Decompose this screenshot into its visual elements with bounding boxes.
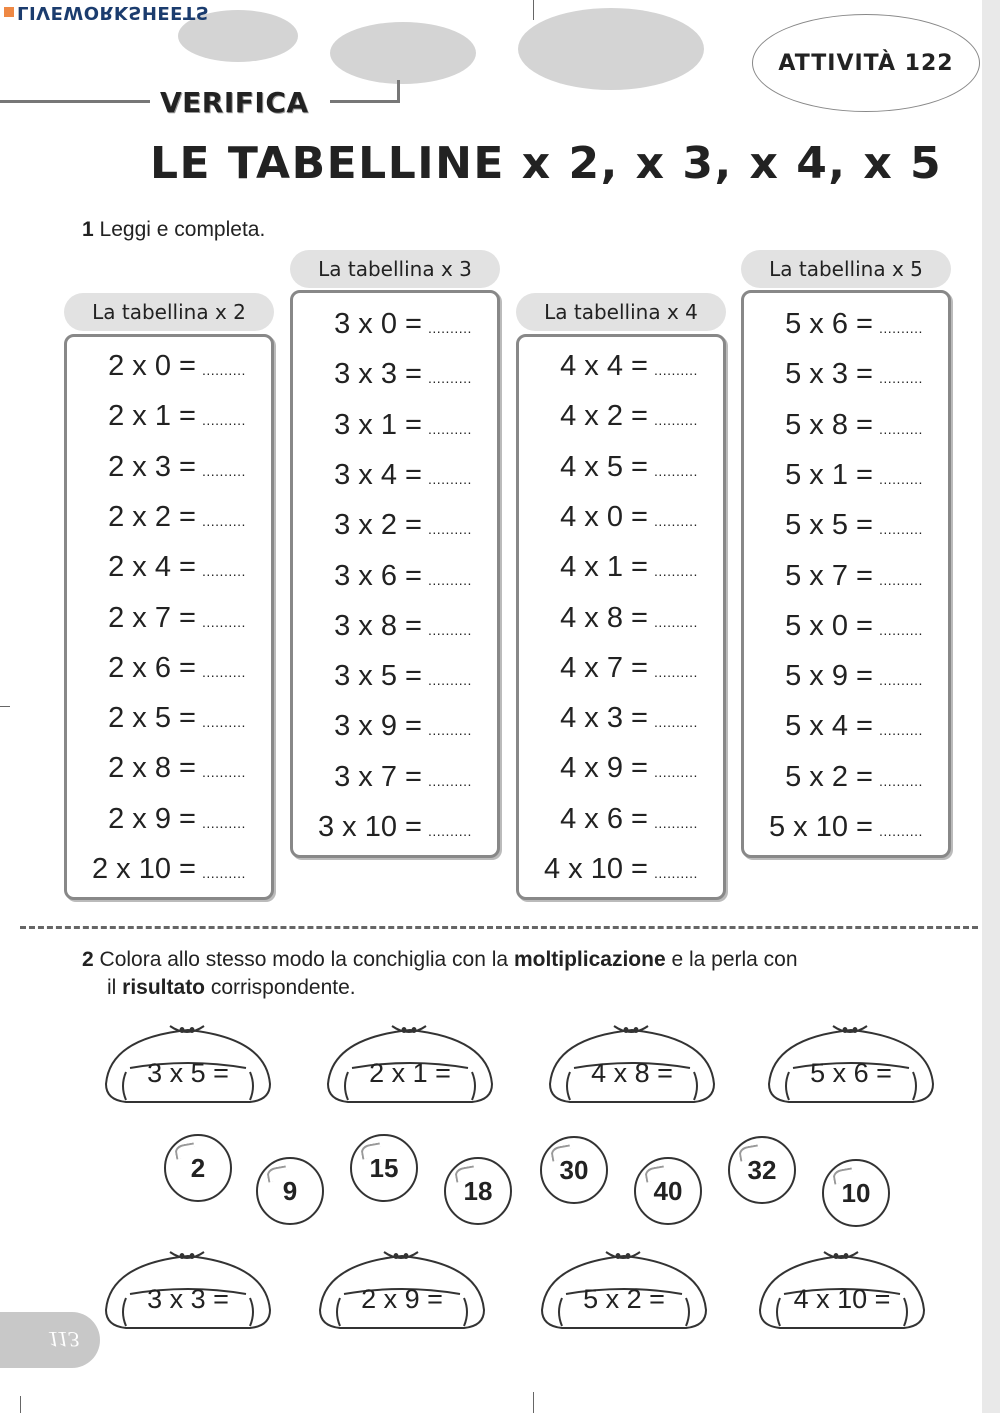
table-row [526,803,698,836]
shell[interactable] [754,1242,930,1338]
table-row [526,853,698,886]
multiplication-expression: 2 x 3 = [108,450,196,483]
answer-blank[interactable]: .......... [202,663,246,680]
table-row [300,660,472,693]
table-row [526,551,698,584]
multiplication-expression: 4 x 6 = [560,802,648,835]
pearl[interactable]: 30 [540,1136,608,1204]
table-title: La tabellina x 3 [290,250,500,288]
answer-blank[interactable]: .......... [202,462,246,479]
shell[interactable] [314,1242,490,1338]
shell[interactable] [544,1016,720,1112]
table-row [526,451,698,484]
multiplication-expression: 3 x 0 = [334,308,422,340]
multiplication-expression: 5 x 8 = [785,408,873,441]
table-row [300,308,472,341]
answer-blank[interactable]: .......... [654,563,698,580]
table-title: La tabellina x 2 [64,293,274,331]
exercise-2-instruction [82,946,922,1002]
answer-blank[interactable]: .......... [428,571,472,588]
answer-blank[interactable]: .......... [879,521,923,538]
shell[interactable] [100,1242,276,1338]
answer-blank[interactable]: .......... [879,722,923,739]
multiplication-expression: 2 x 4 = [108,551,196,584]
shell-label: 2 x 1 = [369,1058,451,1088]
pearl[interactable]: 32 [728,1136,796,1204]
divider [0,100,150,103]
table-row [74,501,246,534]
table-row [300,509,472,542]
page-number: 113 [48,1327,80,1352]
shell-label: 4 x 8 = [591,1058,673,1088]
answer-blank[interactable]: .......... [654,412,698,429]
answer-blank[interactable]: .......... [428,722,472,739]
table-row [751,761,923,794]
table-row [751,710,923,743]
multiplication-expression: 4 x 4 = [560,350,648,382]
answer-blank[interactable]: .......... [428,521,472,538]
page-number-tab [0,1312,100,1368]
table-row [300,358,472,391]
table-row [526,501,698,534]
table-row [74,400,246,433]
multiplication-expression: 3 x 3 = [334,358,422,391]
multiplication-expression: 5 x 6 = [785,308,873,340]
table-row [526,702,698,735]
shell-label: 3 x 5 = [147,1058,229,1088]
multiplication-expression: 2 x 0 = [108,350,196,382]
pearl[interactable]: 15 [350,1134,418,1202]
crop-mark [20,1396,21,1413]
table-row [751,610,923,643]
table-row [526,602,698,635]
answer-blank[interactable]: .......... [654,462,698,479]
multiplication-expression: 4 x 9 = [560,752,648,785]
table-row [74,350,246,383]
table-row [300,560,472,593]
multiplication-expression: 2 x 10 = [92,853,196,885]
instruction-text: Leggi e completa. [99,218,266,241]
logo-text: LIVEWORKSHEETS [17,2,210,23]
table-row [74,602,246,635]
multiplication-expression: 3 x 9 = [334,710,422,743]
multiplication-expression: 3 x 2 = [334,509,422,542]
table-row [751,459,923,492]
logo-icon [4,7,14,17]
answer-blank[interactable]: .......... [654,814,698,831]
answer-blank[interactable]: .......... [879,672,923,689]
answer-blank[interactable]: .......... [879,621,923,638]
answer-blank[interactable]: .......... [202,412,246,429]
exercise-number: 2 [82,948,94,971]
shell-label: 3 x 3 = [147,1284,229,1314]
answer-blank[interactable]: .......... [654,613,698,630]
multiplication-expression: 5 x 4 = [785,710,873,743]
shell[interactable] [763,1016,939,1112]
table-row [300,710,472,743]
multiplication-expression: 3 x 6 = [334,559,422,592]
table-row [526,752,698,785]
table-row [300,761,472,794]
answer-blank[interactable]: .......... [654,512,698,529]
table-title: La tabellina x 4 [516,293,726,331]
table-row [74,752,246,785]
multiplication-expression: 3 x 4 = [334,458,422,491]
multiplication-expression: 2 x 2 = [108,500,196,533]
table-row [751,409,923,442]
multiplication-expression: 2 x 6 = [108,651,196,684]
answer-blank[interactable]: .......... [428,370,472,387]
answer-blank[interactable]: .......... [654,764,698,781]
section-label: VERIFICA [160,86,309,119]
multiplication-expression: 4 x 0 = [560,500,648,533]
table-row [74,551,246,584]
page-title: LE TABELLINE x 2, x 3, x 4, x 5 [150,138,943,189]
crop-mark [533,1392,534,1413]
answer-blank[interactable]: .......... [202,814,246,831]
decor-blob [518,8,704,90]
answer-blank[interactable]: .......... [879,420,923,437]
multiplication-expression: 4 x 8 = [560,601,648,634]
page-edge [982,0,1000,1413]
shell-label: 5 x 2 = [583,1284,665,1314]
divider [330,100,400,103]
multiplication-expression: 2 x 8 = [108,752,196,785]
answer-blank[interactable]: .......... [202,563,246,580]
multiplication-expression: 5 x 0 = [785,609,873,642]
answer-blank[interactable]: .......... [428,470,472,487]
answer-blank[interactable]: .......... [654,865,698,881]
divider [397,80,400,103]
instruction-text: Colora allo stesso modo la conchiglia con la [99,948,514,971]
table-row [300,610,472,643]
pearl[interactable]: 2 [164,1134,232,1202]
section-divider [20,926,978,929]
decor-blob [330,22,476,84]
table-row [751,660,923,693]
pearl[interactable]: 10 [822,1159,890,1227]
answer-blank[interactable]: .......... [202,362,246,378]
answer-blank[interactable]: .......... [202,764,246,781]
pearl[interactable]: 18 [444,1157,512,1225]
table-row [526,652,698,685]
table-row [300,811,472,844]
answer-blank[interactable]: .......... [879,823,923,839]
exercise-number: 1 [82,218,94,241]
answer-blank[interactable]: .......... [202,714,246,731]
multiplication-expression: 2 x 9 = [108,802,196,835]
table-row [526,350,698,383]
instruction-text: e la perla con [665,948,798,971]
multiplication-expression: 4 x 2 = [560,400,648,433]
instruction-bold: moltiplicazione [513,948,666,971]
answer-blank[interactable]: .......... [879,370,923,387]
multiplication-expression: 5 x 7 = [785,559,873,592]
logo [4,2,209,23]
instruction-text: corrispondente. [205,976,356,999]
crop-mark [533,0,534,20]
table-row [751,308,923,341]
multiplication-expression: 3 x 7 = [334,760,422,793]
answer-blank[interactable]: .......... [428,420,472,437]
shell[interactable] [100,1016,276,1112]
table-row [751,358,923,391]
answer-blank[interactable]: .......... [654,714,698,731]
table-row [526,400,698,433]
multiplication-expression: 5 x 9 = [785,660,873,693]
table-row [74,853,246,886]
answer-blank[interactable]: .......... [202,613,246,630]
answer-blank[interactable]: .......... [202,512,246,529]
instruction-text: il [107,976,123,999]
shell[interactable] [536,1242,712,1338]
exercise-1-instruction [82,218,265,242]
table-title: La tabellina x 5 [741,250,951,288]
multiplication-expression: 4 x 3 = [560,702,648,735]
pearl[interactable]: 40 [634,1157,702,1225]
multiplication-expression: 4 x 1 = [560,551,648,584]
table-row [751,811,923,844]
answer-blank[interactable]: .......... [879,320,923,336]
multiplication-expression: 5 x 5 = [785,509,873,542]
multiplication-expression: 3 x 10 = [318,811,422,843]
activity-badge: ATTIVITÀ 122 [752,14,980,112]
multiplication-expression: 5 x 3 = [785,358,873,391]
shell-label: 2 x 9 = [361,1284,443,1314]
multiplication-expression: 5 x 2 = [785,760,873,793]
multiplication-expression: 3 x 8 = [334,609,422,642]
table-row [751,509,923,542]
multiplication-expression: 3 x 1 = [334,408,422,441]
answer-blank[interactable]: .......... [654,362,698,378]
answer-blank[interactable]: .......... [654,663,698,680]
table-row [300,459,472,492]
table-row [74,652,246,685]
shell-label: 4 x 10 = [793,1284,891,1314]
answer-blank[interactable]: .......... [428,672,472,689]
pearl[interactable]: 9 [256,1157,324,1225]
shell[interactable] [322,1016,498,1112]
multiplication-expression: 2 x 1 = [108,400,196,433]
answer-blank[interactable]: .......... [428,621,472,638]
answer-blank[interactable]: .......... [428,823,472,839]
multiplication-expression: 4 x 10 = [544,853,648,885]
table-row [751,560,923,593]
answer-blank[interactable]: .......... [428,320,472,336]
instruction-bold: risultato [122,976,206,999]
multiplication-expression: 5 x 10 = [769,811,873,843]
multiplication-expression: 2 x 5 = [108,702,196,735]
multiplication-expression: 2 x 7 = [108,601,196,634]
table-row [74,451,246,484]
table-row [74,803,246,836]
answer-blank[interactable]: .......... [428,772,472,789]
multiplication-expression: 3 x 5 = [334,660,422,693]
multiplication-expression: 5 x 1 = [785,458,873,491]
multiplication-expression: 4 x 7 = [560,651,648,684]
answer-blank[interactable]: .......... [879,571,923,588]
answer-blank[interactable]: .......... [202,865,246,881]
shell-label: 5 x 6 = [810,1058,892,1088]
table-row [300,409,472,442]
multiplication-expression: 4 x 5 = [560,450,648,483]
answer-blank[interactable]: .......... [879,772,923,789]
crop-mark [0,706,10,707]
table-row [74,702,246,735]
answer-blank[interactable]: .......... [879,470,923,487]
